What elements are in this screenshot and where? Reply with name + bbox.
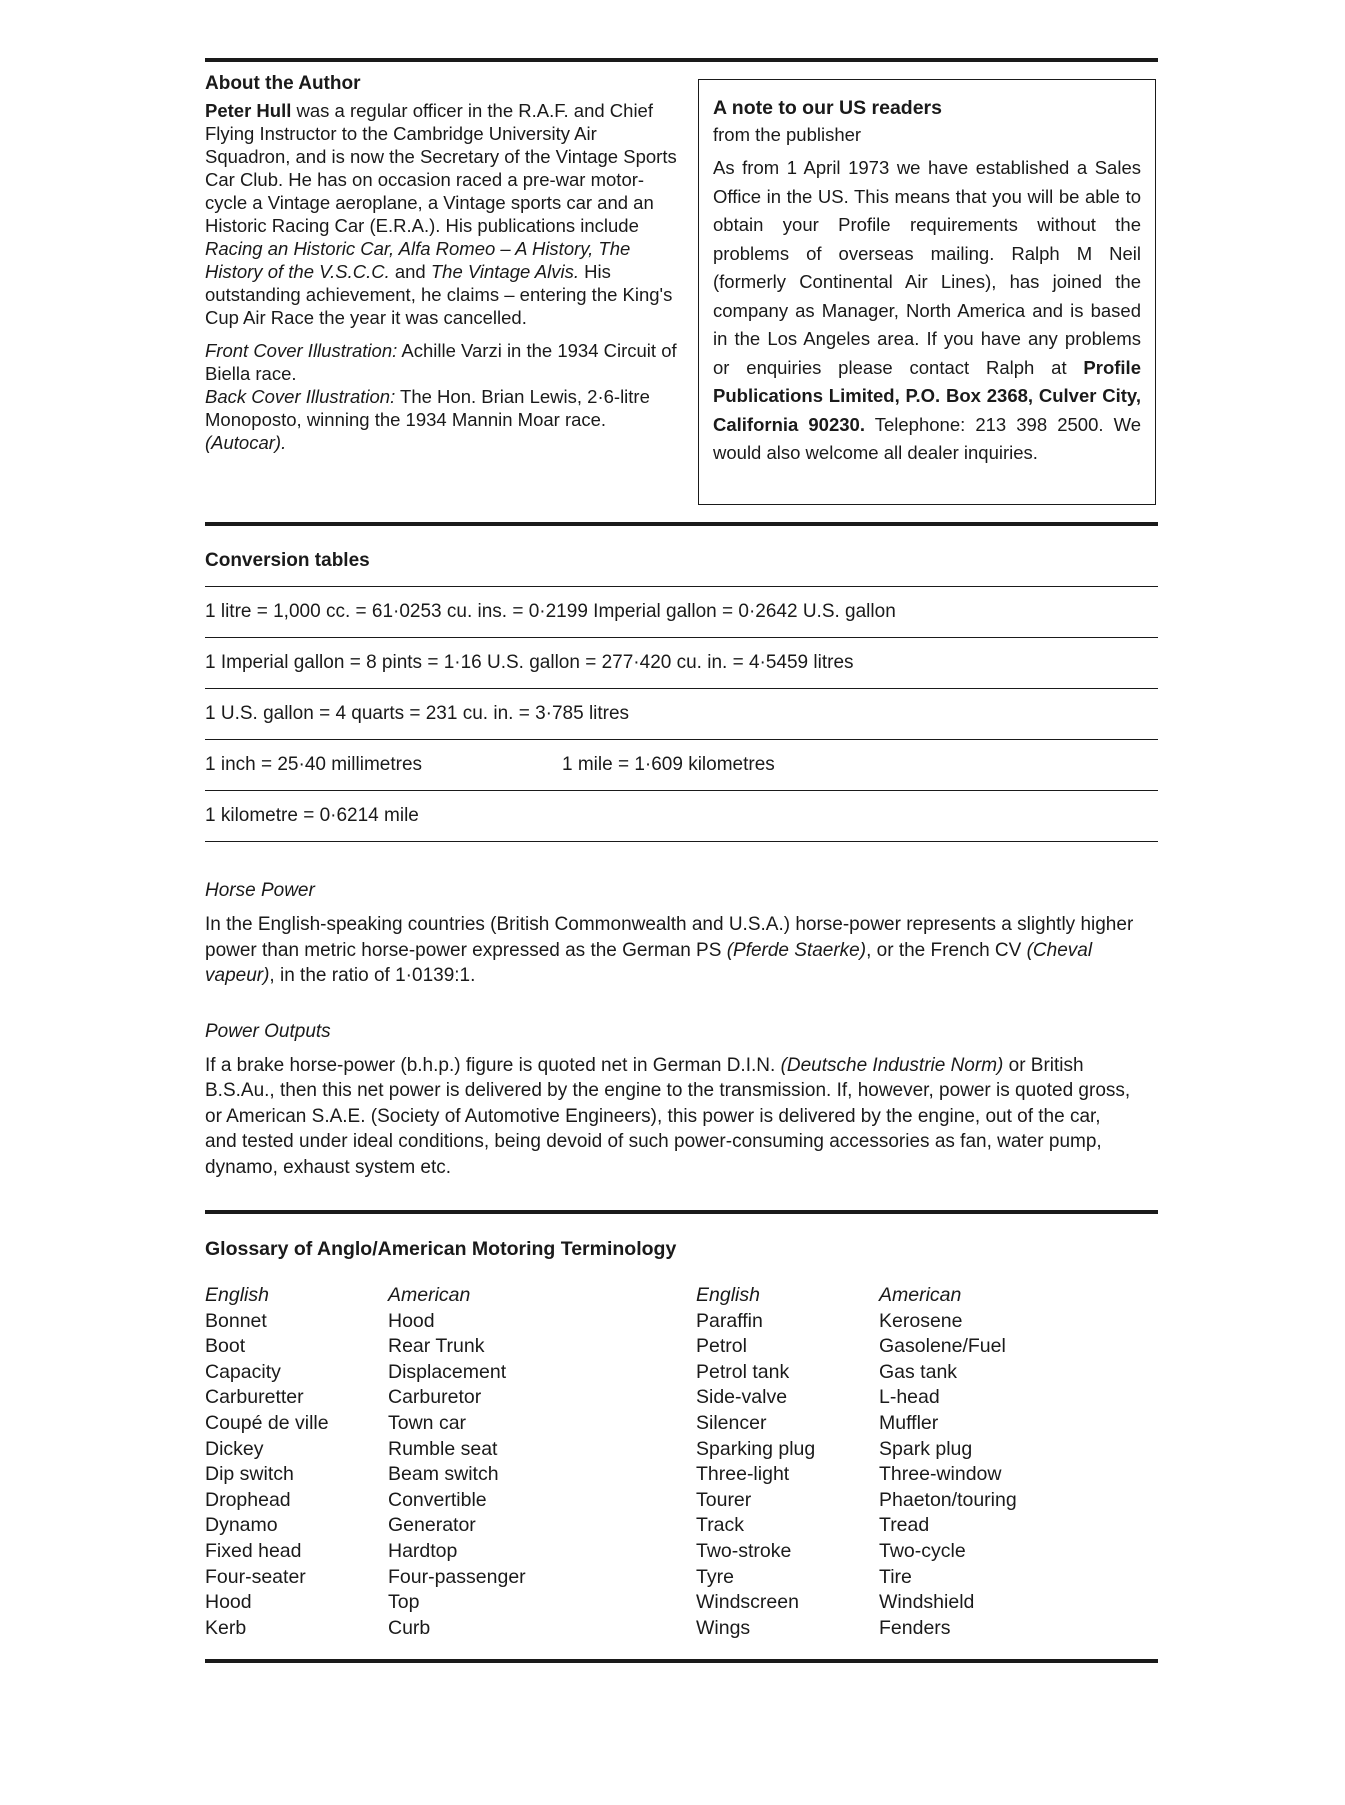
conversion-row	[205, 638, 1158, 689]
glossary-term: Sparking plug	[696, 1437, 816, 1460]
note-subheading: from the publisher	[713, 124, 862, 145]
note-heading: A note to our US readers	[713, 97, 942, 119]
glossary-term: Side-valve	[696, 1386, 788, 1409]
conversion-row	[205, 791, 1158, 842]
glossary-term: Tread	[879, 1514, 930, 1537]
us-readers-note	[698, 79, 1156, 505]
glossary-heading: Glossary of Anglo/American Motoring Terminology	[205, 1238, 677, 1260]
note-body-end: Telephone: 213 398 2500. We would also welcome all dealer inquiries.	[713, 413, 1141, 463]
glossary-term: Carburetter	[205, 1386, 304, 1409]
glossary-term: Four-passenger	[388, 1565, 526, 1588]
glossary-term: Petrol	[696, 1335, 747, 1358]
po-text-2: or British B.S.Au., then this net power is delivered by the engine to the transmission. If, however, power is quoted gross, or American S.A.E. (Society of Automotive Engineers), this power is delivered by the engine, out of the car, and tested under ideal conditions, being devoid of such power-consuming accessories as fan, water pump, dynamo, exhaust system etc.	[205, 1054, 1131, 1178]
glossary-term: Coupé de ville	[205, 1411, 329, 1434]
glossary-term: Fenders	[879, 1616, 951, 1639]
conversion-table	[205, 586, 1158, 842]
front-cover-credit	[205, 339, 685, 385]
front-cover-text: Achille Varzi in the 1934 Circuit of Biella race.	[205, 340, 677, 384]
conversion-cell: 1 litre = 1,000 cc. = 61·0253 cu. ins. = 0·2199 Imperial gallon = 0·2642 U.S. gallon	[205, 601, 896, 622]
glossary-term: Three-window	[879, 1463, 1002, 1486]
glossary-term: Curb	[388, 1616, 431, 1639]
back-cover-credit	[205, 385, 685, 454]
glossary-term: Muffler	[879, 1411, 939, 1434]
glossary-term: Tyre	[696, 1565, 734, 1588]
glossary-col-american-1	[388, 1283, 526, 1641]
note-body-text: As from 1 April 1973 we have established a Sales Office in the US. This means that you will be able to obtain your Profile requirements without the problems of overseas mailing. Ralph M Neil (formerly Continental Air Lines), has joined the company as Manager, North America and is based in the Los Angeles area. If you have any problems or enquiries please contact Ralph at	[713, 157, 1141, 378]
conversion-row	[205, 689, 1158, 740]
conversion-cell: 1 mile = 1·609 kilometres	[562, 754, 775, 775]
glossary-term: Tire	[879, 1565, 912, 1588]
glossary-term: Capacity	[205, 1360, 281, 1383]
power-outputs-text	[205, 1053, 1135, 1181]
author-heading: About the Author	[205, 73, 361, 94]
section-rule	[205, 522, 1158, 526]
glossary-term: Two-cycle	[879, 1539, 966, 1562]
glossary-term: Wings	[696, 1616, 751, 1639]
glossary-col-english-2	[696, 1283, 815, 1641]
conversion-row	[205, 740, 1158, 791]
glossary-term: Kerb	[205, 1616, 247, 1639]
glossary-term: Boot	[205, 1335, 246, 1358]
glossary-col-header: American	[388, 1284, 471, 1306]
front-cover-label: Front Cover Illustration:	[205, 340, 398, 361]
conversion-cell: 1 kilometre = 0·6214 mile	[205, 805, 419, 826]
po-text-1: If a brake horse-power (b.h.p.) figure is quoted net in German D.I.N.	[205, 1054, 781, 1076]
back-cover-label: Back Cover Illustration:	[205, 386, 396, 407]
conversion-cell: 1 U.S. gallon = 4 quarts = 231 cu. in. = 3·785 litres	[205, 703, 630, 724]
glossary-term: Fixed head	[205, 1539, 302, 1562]
glossary-term: Hardtop	[388, 1539, 458, 1562]
glossary-term: Windshield	[879, 1591, 975, 1614]
conversion-cell: 1 inch = 25·40 millimetres	[205, 754, 423, 775]
glossary-col-header: English	[205, 1284, 269, 1306]
glossary-term: Dynamo	[205, 1514, 278, 1537]
page	[205, 58, 1158, 1663]
author-bio-end: His outstanding achievement, he claims – entering the King's Cup Air Race the year it was cancelled.	[205, 261, 673, 328]
glossary-term: Gas tank	[879, 1360, 958, 1383]
top-section	[205, 62, 1158, 522]
glossary-term: Drophead	[205, 1488, 291, 1511]
back-cover-source: (Autocar).	[205, 432, 287, 453]
note-body	[713, 154, 1141, 468]
po-italic-1: (Deutsche Industrie Norm)	[780, 1054, 1004, 1076]
glossary-term: Four-seater	[205, 1565, 306, 1588]
glossary-term: Rumble seat	[388, 1437, 498, 1460]
author-and: and	[389, 261, 431, 282]
publisher-address: Profile Publications Limited, P.O. Box 2368, Culver City, California 90230.	[713, 356, 1141, 435]
conversion-row	[205, 586, 1158, 638]
bottom-rule	[205, 1659, 1158, 1663]
glossary-term: Tourer	[696, 1488, 752, 1511]
horse-power-text	[205, 912, 1135, 989]
glossary-term: Dickey	[205, 1437, 264, 1460]
power-outputs-heading: Power Outputs	[205, 1020, 331, 1042]
glossary-col-header: American	[879, 1284, 962, 1306]
glossary-rule	[205, 1210, 1158, 1214]
author-bio	[205, 99, 685, 329]
glossary-term: L-head	[879, 1386, 940, 1409]
publication-alvis: The Vintage Alvis.	[430, 261, 579, 282]
glossary-term: Petrol tank	[696, 1360, 790, 1383]
glossary-term: Two-stroke	[696, 1539, 792, 1562]
hp-text-2: , or the French CV	[866, 939, 1027, 961]
glossary-term: Three-light	[696, 1463, 790, 1486]
conversion-cell: 1 Imperial gallon = 8 pints = 1·16 U.S. gallon = 277·420 cu. in. = 4·5459 litres	[205, 652, 854, 673]
publications: Racing an Historic Car, Alfa Romeo – A History, The History of the V.S.C.C.	[205, 238, 631, 282]
hp-text-3: , in the ratio of 1·0139:1.	[269, 965, 476, 986]
glossary-term: Beam switch	[388, 1463, 499, 1486]
glossary-table	[205, 1283, 1158, 1657]
hp-text-1: In the English-speaking countries (British Commonwealth and U.S.A.) horse-power represents a slightly higher power than metric horse-power expressed as the German PS	[205, 914, 1134, 961]
glossary-term: Generator	[388, 1514, 476, 1537]
hp-italic-2: (Cheval vapeur)	[205, 939, 1093, 986]
hp-italic-1: (Pferde Staerke)	[726, 939, 867, 961]
glossary-term: Convertible	[388, 1488, 487, 1511]
glossary-term: Phaeton/touring	[879, 1488, 1017, 1511]
glossary-term: Track	[696, 1514, 745, 1537]
glossary-term: Silencer	[696, 1411, 767, 1434]
glossary-term: Bonnet	[205, 1309, 267, 1332]
horse-power-heading: Horse Power	[205, 880, 315, 901]
glossary-term: Hood	[388, 1309, 435, 1332]
glossary-term: Dip switch	[205, 1463, 294, 1486]
glossary-term: Gasolene/Fuel	[879, 1335, 1006, 1358]
author-bio-text: was a regular officer in the R.A.F. and Chief Flying Instructor to the Cambridge University Air Squadron, and is now the Secretary of the Vintage Sports Car Club. He has on occasion raced a pre-war motor-cycle a Vintage aeroplane, a Vintage sports car and an Historic Racing Car (E.R.A.). His publications include	[205, 100, 677, 236]
about-author	[205, 72, 685, 454]
glossary-term: Windscreen	[696, 1591, 799, 1614]
glossary-term: Spark plug	[879, 1437, 973, 1460]
glossary-col-american-2	[879, 1283, 1017, 1641]
glossary-col-header: English	[696, 1284, 760, 1306]
glossary-term: Kerosene	[879, 1309, 963, 1332]
glossary-term: Hood	[205, 1591, 252, 1614]
glossary-term: Town car	[388, 1411, 467, 1434]
glossary-term: Displacement	[388, 1360, 507, 1383]
glossary-term: Top	[388, 1591, 420, 1614]
glossary-term: Paraffin	[696, 1309, 763, 1332]
glossary-term: Rear Trunk	[388, 1335, 485, 1358]
back-cover-text: The Hon. Brian Lewis, 2·6-litre Monoposto, winning the 1934 Mannin Moar race.	[205, 386, 650, 430]
conversion-heading: Conversion tables	[205, 550, 370, 571]
glossary-col-english-1	[205, 1283, 329, 1641]
glossary-term: Carburetor	[388, 1386, 482, 1409]
author-name: Peter Hull	[205, 100, 292, 121]
